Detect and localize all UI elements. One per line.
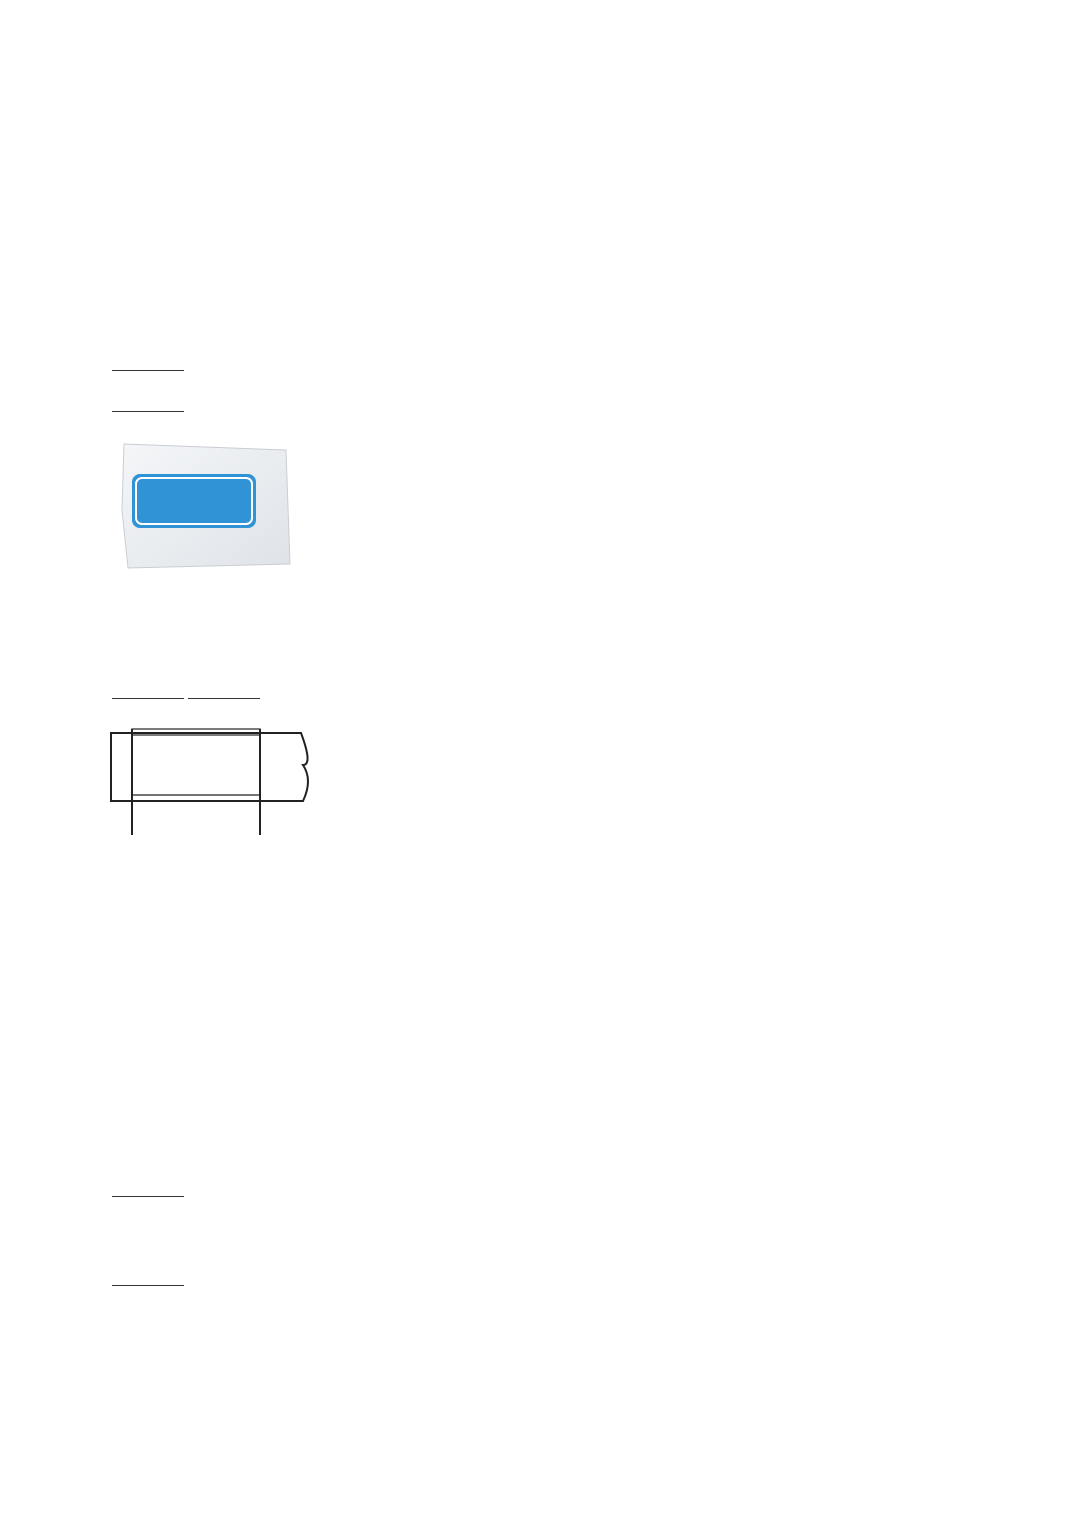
ruler-figure <box>108 725 313 840</box>
text-line-7 <box>110 352 186 378</box>
extension-line <box>110 1267 186 1293</box>
answer-blank-2 <box>112 393 184 412</box>
answer-blank-rho-prime <box>112 1267 184 1286</box>
answer-blank-density <box>188 680 260 699</box>
answer-blank-thickness <box>112 680 184 699</box>
dry-ice-label-panel <box>132 474 256 528</box>
dry-ice-bag-image <box>118 440 293 570</box>
answer-blank-1 <box>112 352 184 371</box>
text-line-8 <box>110 393 186 419</box>
result-line <box>110 1178 186 1204</box>
text-line-10 <box>110 676 262 706</box>
answer-blank-rho <box>112 1178 184 1197</box>
